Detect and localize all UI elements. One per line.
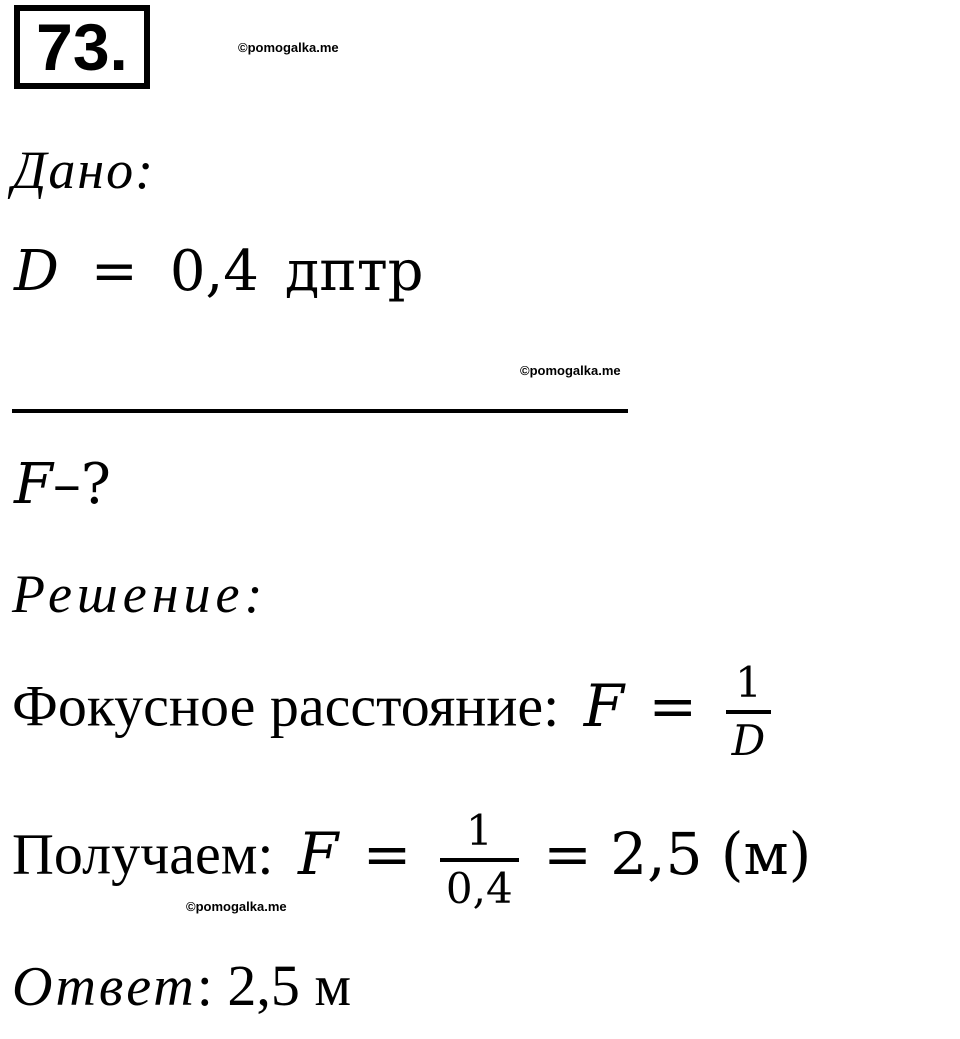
formula-numerator: 1 [735,658,762,707]
watermark: ©pomogalka.me [238,40,339,55]
find-suffix: –? [52,452,111,517]
fraction-bar [726,710,772,714]
answer-heading: Ответ [12,956,197,1018]
find-line [14,452,111,517]
result-numerator: 1 [465,806,493,855]
solution-heading: Решение: [12,564,268,624]
watermark: ©pomogalka.me [520,363,621,378]
formula-variable: F [583,671,624,740]
formula-fraction [726,660,772,764]
result-equals: = [362,819,412,888]
result-denominator: 0,4 [445,864,513,914]
result-fraction [440,808,519,912]
formula-equals: = [648,671,698,740]
solution-line-1 [12,660,775,764]
result-value: = 2,5 (м) [543,819,812,888]
fraction-bar [440,858,519,862]
given-find-divider [12,409,628,413]
solution-line-2 [12,808,811,912]
answer-value: : 2,5 м [196,953,352,1018]
problem-number: 73. [36,10,128,84]
given-unit: дптр [284,239,424,304]
find-variable: F [14,452,53,517]
result-label: Получаем: [12,821,274,887]
problem-number-box [14,5,150,89]
given-line [14,239,424,304]
given-value: 0,4 [169,239,259,304]
watermark: ©pomogalka.me [186,899,287,914]
given-equals: = [90,239,138,304]
result-variable: F [298,819,339,888]
focal-length-label: Фокусное расстояние: [12,673,560,739]
formula-denominator: D [731,716,766,766]
given-heading: Дано: [12,140,156,200]
answer-line [12,953,352,1018]
given-variable: D [14,239,59,304]
